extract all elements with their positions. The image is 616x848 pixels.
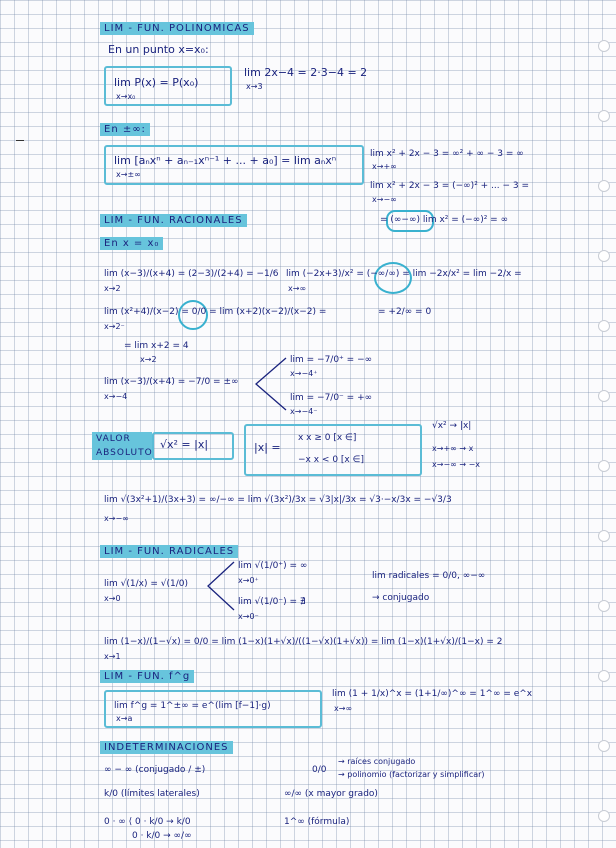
abs-def-1: x x ≥ 0 [x ∈] xyxy=(298,433,357,443)
abs-def-2: −x x < 0 [x ∈] xyxy=(298,455,364,465)
radical-ex-2a-sub: x→0⁺ xyxy=(238,576,259,585)
rational-ex-3-sub: x→2⁻ xyxy=(104,322,125,331)
rational-ex-5b-sub: x→−4⁻ xyxy=(290,407,318,416)
indet-2: k/0 (límites laterales) xyxy=(104,789,200,799)
rational-ex-5a-sub: x→−4⁺ xyxy=(290,369,318,378)
margin-dash xyxy=(16,140,24,141)
section-title-absolute: VALOR ABSOLUTO xyxy=(92,432,152,460)
at-x0-label: En x = x₀ xyxy=(100,237,163,250)
example-3-sub: x→−∞ xyxy=(372,195,397,204)
rational-ex-3b: = +2/∞ = 0 xyxy=(378,307,432,317)
radical-ex-2: lim √(1/x) = √(1/0) xyxy=(104,579,188,589)
indet-3c: 1^∞ (fórmula) xyxy=(284,817,350,827)
rational-ex-4: = lim x+2 = 4 xyxy=(124,341,189,351)
section-title-indeterminations: INDETERMINACIONES xyxy=(100,741,233,754)
radical-ex-1-sub: x→−∞ xyxy=(104,514,129,523)
binder-hole xyxy=(598,180,610,192)
radical-note-1: lim radicales = 0/0, ∞−∞ xyxy=(372,571,486,581)
rational-ex-2: lim (−2x+3)/x² = (−∞/∞) = lim −2x/x² = lim −2/x = xyxy=(286,269,522,279)
binder-hole xyxy=(598,670,610,682)
branch-arrow xyxy=(252,356,288,412)
radical-ex-2b: lim √(1/0⁻) = ∄ xyxy=(238,597,306,607)
power-example-sub: x→∞ xyxy=(334,704,353,713)
binder-hole xyxy=(598,390,610,402)
indet-3b: 0 · k/0 → ∞/∞ xyxy=(132,831,192,841)
binder-hole xyxy=(598,110,610,122)
binder-hole xyxy=(598,600,610,612)
radical-ex-2b-sub: x→0⁻ xyxy=(238,612,259,621)
radical-note-2: → conjugado xyxy=(372,593,430,603)
example-3: lim x² + 2x − 3 = (−∞)² + ... − 3 = xyxy=(370,181,530,191)
binder-hole xyxy=(598,250,610,262)
radical-ex-1: lim √(3x²+1)/(3x+3) = ∞/−∞ = lim √(3x²)/3x = √3|x|/3x = √3·−x/3x = −√3/3 xyxy=(104,495,452,505)
rational-ex-5a: lim = −7/0⁺ = −∞ xyxy=(290,355,373,365)
section-title-polynomial: LIM - FUN. POLINOMICAS xyxy=(100,22,254,35)
formula-power-sub: x→a xyxy=(116,714,133,723)
rational-ex-1: lim (x−3)/(x+4) = (2−3)/(2+4) = −1/6 xyxy=(104,269,279,279)
rational-ex-4-sub: x→2 xyxy=(140,355,157,364)
example-1: lim 2x−4 = 2·3−4 = 2 xyxy=(244,66,368,79)
rational-ex-5b: lim = −7/0⁻ = +∞ xyxy=(290,393,373,403)
binder-hole xyxy=(598,40,610,52)
rational-ex-2-sub: x→∞ xyxy=(288,284,307,293)
radical-ex-2-sub: x→0 xyxy=(104,594,121,603)
indet-1c: → raíces conjugado xyxy=(338,757,416,766)
binder-holes xyxy=(598,0,610,848)
indet-1: ∞ − ∞ (conjugado / ±) xyxy=(104,765,206,775)
rational-ex-5: lim (x−3)/(x+4) = −7/0 = ±∞ xyxy=(104,377,239,387)
formula-absolute: √x² = |x| xyxy=(160,438,209,451)
rational-ex-3: lim (x²+4)/(x−2) = 0/0 = lim (x+2)(x−2)/(x−2) = xyxy=(104,307,327,317)
formula-point-sub: x→x₀ xyxy=(116,92,136,101)
binder-hole xyxy=(598,740,610,752)
at-infinity-label: En ±∞: xyxy=(100,123,150,136)
abs-note-2: x→+∞ → x xyxy=(432,444,474,453)
formula-infinity-sub: x→±∞ xyxy=(116,170,141,179)
binder-hole xyxy=(598,460,610,472)
example-2-sub: x→+∞ xyxy=(372,162,397,171)
example-3b: = (∞−∞) lim x² = (−∞)² = ∞ xyxy=(380,215,509,225)
indet-1b: 0/0 xyxy=(312,765,327,775)
formula-infinity: lim [aₙxⁿ + aₙ₋₁xⁿ⁻¹ + ... + a₀] = lim aₙxⁿ xyxy=(114,154,337,167)
radical-ex-3-sub: x→1 xyxy=(104,652,121,661)
section-title-rational: LIM - FUN. RACIONALES xyxy=(100,214,247,227)
abs-note-3: x→−∞ → −x xyxy=(432,460,481,469)
power-example: lim (1 + 1/x)^x = (1+1/∞)^∞ = 1^∞ = e^x xyxy=(332,689,533,699)
rational-ex-5-sub: x→−4 xyxy=(104,392,128,401)
abs-note-1: √x² → |x| xyxy=(432,421,472,431)
example-2: lim x² + 2x − 3 = ∞² + ∞ − 3 = ∞ xyxy=(370,149,524,159)
indet-1d: → polinomio (factorizar y simplificar) xyxy=(338,770,485,779)
binder-hole xyxy=(598,530,610,542)
indet-2b: ∞/∞ (x mayor grado) xyxy=(284,789,378,799)
formula-power: lim f^g = 1^±∞ = e^(lim [f−1]·g) xyxy=(114,701,271,711)
example-1-sub: x→3 xyxy=(246,82,263,91)
rational-ex-1-sub: x→2 xyxy=(104,284,121,293)
section-title-power: LIM - FUN. f^g xyxy=(100,670,194,683)
radical-ex-2a: lim √(1/0⁺) = ∞ xyxy=(238,561,308,571)
formula-point: lim P(x) = P(x₀) xyxy=(114,76,199,89)
binder-hole xyxy=(598,810,610,822)
at-point-label: En un punto x=x₀: xyxy=(108,43,209,56)
branch-arrow xyxy=(204,560,236,612)
abs-def-lhs: |x| = xyxy=(254,441,281,454)
radical-ex-3: lim (1−x)/(1−√x) = 0/0 = lim (1−x)(1+√x)/((1−√x)(1+√x)) = lim (1−x)(1+√x)/(1−x) = 2 xyxy=(104,637,503,647)
indet-3a: 0 · ∞ ⟨ 0 · k/0 → k/0 xyxy=(104,817,191,827)
binder-hole xyxy=(598,320,610,332)
section-title-radical: LIM - FUN. RADICALES xyxy=(100,545,238,558)
